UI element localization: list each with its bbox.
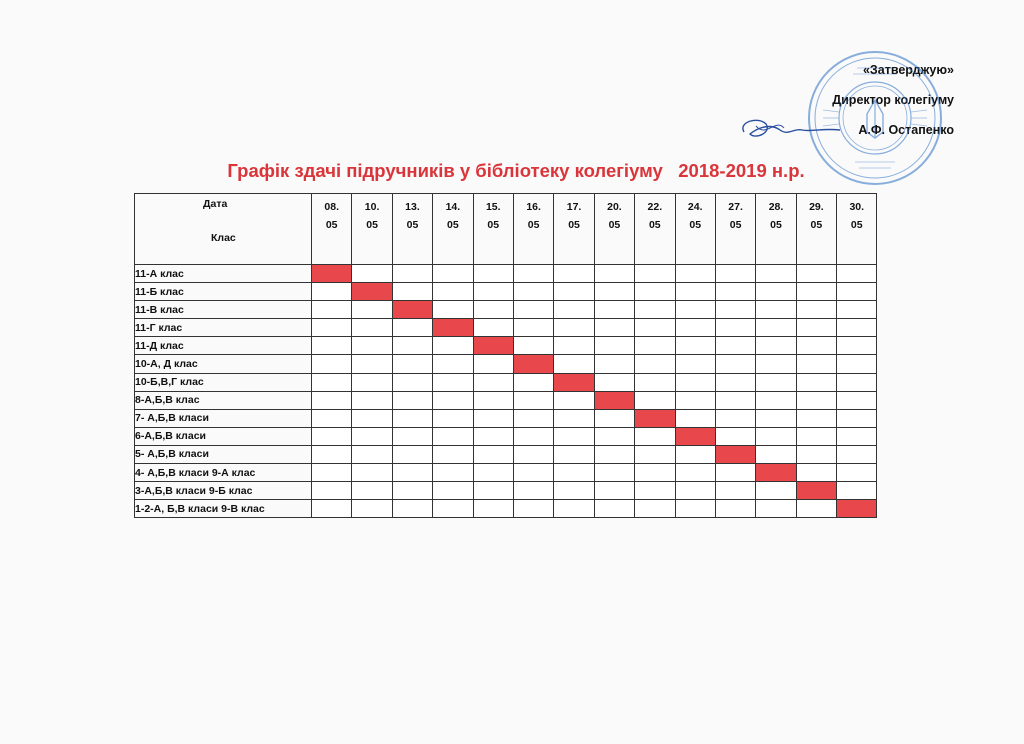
empty-cell xyxy=(837,391,877,409)
date-header xyxy=(715,194,755,265)
class-label: 3-А,Б,В класи 9-Б клас xyxy=(135,482,312,500)
empty-cell xyxy=(433,500,473,518)
empty-cell xyxy=(837,482,877,500)
empty-cell xyxy=(352,355,392,373)
date-header xyxy=(837,194,877,265)
empty-cell xyxy=(392,391,432,409)
date-header xyxy=(796,194,836,265)
empty-cell xyxy=(392,500,432,518)
empty-cell xyxy=(594,283,634,301)
empty-cell xyxy=(392,265,432,283)
table-header-row xyxy=(135,194,877,265)
empty-cell xyxy=(352,319,392,337)
empty-cell xyxy=(675,319,715,337)
empty-cell xyxy=(312,464,352,482)
empty-cell xyxy=(473,265,513,283)
empty-cell xyxy=(635,265,675,283)
empty-cell xyxy=(433,373,473,391)
empty-cell xyxy=(554,409,594,427)
class-label: 6-А,Б,В класи xyxy=(135,427,312,445)
table-row xyxy=(135,500,877,518)
empty-cell xyxy=(594,319,634,337)
date-header-label: 16. 05 xyxy=(526,201,541,231)
date-header-label: 30. 05 xyxy=(849,201,865,231)
empty-cell xyxy=(756,283,796,301)
empty-cell xyxy=(433,409,473,427)
corner-class-label: Клас xyxy=(211,232,236,244)
empty-cell xyxy=(594,464,634,482)
document-title: Графік здачі підручників у бібліотеку колегіуму 2018-2019 н.р. xyxy=(227,160,805,181)
scheduled-cell xyxy=(554,373,594,391)
empty-cell xyxy=(594,427,634,445)
empty-cell xyxy=(352,373,392,391)
empty-cell xyxy=(352,482,392,500)
empty-cell xyxy=(594,445,634,463)
empty-cell xyxy=(837,427,877,445)
corner-date-label: Дата xyxy=(203,198,228,210)
empty-cell xyxy=(675,337,715,355)
empty-cell xyxy=(433,464,473,482)
empty-cell xyxy=(796,427,836,445)
empty-cell xyxy=(715,337,755,355)
empty-cell xyxy=(715,283,755,301)
scheduled-cell xyxy=(473,337,513,355)
empty-cell xyxy=(312,319,352,337)
empty-cell xyxy=(554,337,594,355)
empty-cell xyxy=(392,445,432,463)
date-header-label: 17. 05 xyxy=(566,201,582,231)
empty-cell xyxy=(513,319,553,337)
empty-cell xyxy=(554,464,594,482)
empty-cell xyxy=(473,500,513,518)
date-header-label: 13. 05 xyxy=(405,201,420,231)
empty-cell xyxy=(796,301,836,319)
table-row xyxy=(135,319,877,337)
class-label: 10-А, Д клас xyxy=(135,355,312,373)
empty-cell xyxy=(433,391,473,409)
empty-cell xyxy=(635,283,675,301)
scheduled-cell xyxy=(312,265,352,283)
empty-cell xyxy=(433,265,473,283)
empty-cell xyxy=(837,265,877,283)
table-row xyxy=(135,391,877,409)
empty-cell xyxy=(433,445,473,463)
class-label: 11-Г клас xyxy=(135,319,312,337)
empty-cell xyxy=(635,301,675,319)
date-header-label: 20. 05 xyxy=(607,201,622,231)
empty-cell xyxy=(635,337,675,355)
date-header xyxy=(635,194,675,265)
empty-cell xyxy=(352,445,392,463)
empty-cell xyxy=(837,319,877,337)
empty-cell xyxy=(594,337,634,355)
date-header-label: 10. 05 xyxy=(364,201,380,231)
table-row xyxy=(135,355,877,373)
scheduled-cell xyxy=(433,319,473,337)
class-label: 5- А,Б,В класи xyxy=(135,445,312,463)
empty-cell xyxy=(756,409,796,427)
scheduled-cell xyxy=(837,500,877,518)
empty-cell xyxy=(756,301,796,319)
empty-cell xyxy=(635,482,675,500)
empty-cell xyxy=(473,391,513,409)
empty-cell xyxy=(796,445,836,463)
class-label: 1-2-А, Б,В класи 9-В клас xyxy=(135,500,312,518)
empty-cell xyxy=(473,355,513,373)
empty-cell xyxy=(635,427,675,445)
empty-cell xyxy=(675,265,715,283)
empty-cell xyxy=(837,337,877,355)
date-header xyxy=(392,194,432,265)
empty-cell xyxy=(473,464,513,482)
empty-cell xyxy=(675,391,715,409)
date-header xyxy=(756,194,796,265)
empty-cell xyxy=(635,355,675,373)
empty-cell xyxy=(312,427,352,445)
empty-cell xyxy=(635,319,675,337)
empty-cell xyxy=(312,409,352,427)
empty-cell xyxy=(837,355,877,373)
empty-cell xyxy=(513,301,553,319)
scheduled-cell xyxy=(594,391,634,409)
scheduled-cell xyxy=(796,482,836,500)
empty-cell xyxy=(756,265,796,283)
empty-cell xyxy=(675,373,715,391)
date-header xyxy=(312,194,352,265)
table-row xyxy=(135,409,877,427)
date-header-label: 24. 05 xyxy=(687,201,703,231)
empty-cell xyxy=(392,319,432,337)
empty-cell xyxy=(756,319,796,337)
empty-cell xyxy=(352,337,392,355)
date-header-label: 14. 05 xyxy=(445,201,461,231)
empty-cell xyxy=(513,283,553,301)
approval-line-approve: «Затверджую» xyxy=(862,63,954,77)
empty-cell xyxy=(392,482,432,500)
empty-cell xyxy=(796,464,836,482)
empty-cell xyxy=(715,301,755,319)
empty-cell xyxy=(715,319,755,337)
empty-cell xyxy=(352,427,392,445)
empty-cell xyxy=(473,482,513,500)
empty-cell xyxy=(554,427,594,445)
date-header xyxy=(594,194,634,265)
empty-cell xyxy=(312,301,352,319)
empty-cell xyxy=(796,391,836,409)
class-label: 11-Б клас xyxy=(135,283,312,301)
table-row xyxy=(135,427,877,445)
empty-cell xyxy=(715,373,755,391)
empty-cell xyxy=(594,482,634,500)
empty-cell xyxy=(513,391,553,409)
scheduled-cell xyxy=(392,301,432,319)
date-header-label: 22. 05 xyxy=(647,201,663,231)
table-row xyxy=(135,445,877,463)
scheduled-cell xyxy=(675,427,715,445)
empty-cell xyxy=(837,445,877,463)
empty-cell xyxy=(473,409,513,427)
empty-cell xyxy=(756,337,796,355)
table-body xyxy=(135,265,877,518)
empty-cell xyxy=(796,319,836,337)
empty-cell xyxy=(715,500,755,518)
date-header-label: 08. 05 xyxy=(324,201,339,231)
empty-cell xyxy=(675,409,715,427)
empty-cell xyxy=(635,464,675,482)
empty-cell xyxy=(796,337,836,355)
empty-cell xyxy=(392,409,432,427)
scheduled-cell xyxy=(635,409,675,427)
empty-cell xyxy=(837,283,877,301)
empty-cell xyxy=(756,445,796,463)
empty-cell xyxy=(433,427,473,445)
empty-cell xyxy=(635,500,675,518)
empty-cell xyxy=(473,283,513,301)
empty-cell xyxy=(675,445,715,463)
empty-cell xyxy=(392,355,432,373)
empty-cell xyxy=(675,355,715,373)
empty-cell xyxy=(796,355,836,373)
empty-cell xyxy=(433,337,473,355)
empty-cell xyxy=(433,482,473,500)
empty-cell xyxy=(594,265,634,283)
empty-cell xyxy=(796,500,836,518)
empty-cell xyxy=(392,427,432,445)
empty-cell xyxy=(675,500,715,518)
empty-cell xyxy=(554,301,594,319)
scheduled-cell xyxy=(756,464,796,482)
empty-cell xyxy=(554,482,594,500)
empty-cell xyxy=(312,355,352,373)
signature-icon xyxy=(736,108,846,148)
empty-cell xyxy=(756,355,796,373)
empty-cell xyxy=(554,319,594,337)
date-header-label: 29. 05 xyxy=(809,201,824,231)
empty-cell xyxy=(513,464,553,482)
empty-cell xyxy=(594,373,634,391)
scheduled-cell xyxy=(352,283,392,301)
empty-cell xyxy=(837,301,877,319)
empty-cell xyxy=(352,500,392,518)
corner-header xyxy=(135,194,312,265)
empty-cell xyxy=(554,265,594,283)
empty-cell xyxy=(635,391,675,409)
empty-cell xyxy=(715,464,755,482)
empty-cell xyxy=(635,373,675,391)
table-row xyxy=(135,301,877,319)
empty-cell xyxy=(756,391,796,409)
approval-line-name: А.Ф. Остапенко xyxy=(858,123,954,137)
empty-cell xyxy=(554,445,594,463)
date-header xyxy=(473,194,513,265)
empty-cell xyxy=(756,373,796,391)
empty-cell xyxy=(312,445,352,463)
empty-cell xyxy=(352,409,392,427)
empty-cell xyxy=(312,283,352,301)
class-label: 11-В клас xyxy=(135,301,312,319)
empty-cell xyxy=(433,355,473,373)
empty-cell xyxy=(554,391,594,409)
date-header xyxy=(352,194,392,265)
empty-cell xyxy=(594,301,634,319)
empty-cell xyxy=(796,283,836,301)
empty-cell xyxy=(513,445,553,463)
empty-cell xyxy=(513,265,553,283)
empty-cell xyxy=(392,337,432,355)
date-header-label: 15. 05 xyxy=(485,201,501,231)
empty-cell xyxy=(513,427,553,445)
empty-cell xyxy=(554,283,594,301)
date-header xyxy=(433,194,473,265)
empty-cell xyxy=(312,500,352,518)
empty-cell xyxy=(473,301,513,319)
empty-cell xyxy=(675,464,715,482)
empty-cell xyxy=(715,265,755,283)
table-row xyxy=(135,464,877,482)
empty-cell xyxy=(837,373,877,391)
date-header xyxy=(554,194,594,265)
empty-cell xyxy=(837,464,877,482)
empty-cell xyxy=(837,409,877,427)
empty-cell xyxy=(675,482,715,500)
empty-cell xyxy=(473,427,513,445)
empty-cell xyxy=(473,373,513,391)
empty-cell xyxy=(312,391,352,409)
table-row xyxy=(135,337,877,355)
empty-cell xyxy=(796,373,836,391)
class-label: 11-Д клас xyxy=(135,337,312,355)
empty-cell xyxy=(715,391,755,409)
empty-cell xyxy=(473,445,513,463)
empty-cell xyxy=(715,409,755,427)
table-row xyxy=(135,482,877,500)
class-label: 11-А клас xyxy=(135,265,312,283)
empty-cell xyxy=(513,337,553,355)
empty-cell xyxy=(392,283,432,301)
empty-cell xyxy=(513,373,553,391)
empty-cell xyxy=(715,355,755,373)
table-row xyxy=(135,265,877,283)
empty-cell xyxy=(513,409,553,427)
empty-cell xyxy=(796,265,836,283)
empty-cell xyxy=(312,373,352,391)
approval-line-position: Директор колегіуму xyxy=(832,93,954,107)
empty-cell xyxy=(796,409,836,427)
date-header-label: 28. 05 xyxy=(768,201,784,231)
empty-cell xyxy=(594,500,634,518)
empty-cell xyxy=(433,301,473,319)
class-label: 7- А,Б,В класи xyxy=(135,409,312,427)
empty-cell xyxy=(433,283,473,301)
scheduled-cell xyxy=(513,355,553,373)
class-label: 10-Б,В,Г клас xyxy=(135,373,312,391)
table-row xyxy=(135,373,877,391)
empty-cell xyxy=(554,355,594,373)
empty-cell xyxy=(312,482,352,500)
empty-cell xyxy=(675,301,715,319)
date-header xyxy=(513,194,553,265)
empty-cell xyxy=(756,427,796,445)
empty-cell xyxy=(352,464,392,482)
empty-cell xyxy=(554,500,594,518)
table-row xyxy=(135,283,877,301)
empty-cell xyxy=(513,482,553,500)
empty-cell xyxy=(352,265,392,283)
empty-cell xyxy=(392,373,432,391)
empty-cell xyxy=(675,283,715,301)
empty-cell xyxy=(352,391,392,409)
date-header xyxy=(675,194,715,265)
empty-cell xyxy=(756,482,796,500)
class-label: 4- А,Б,В класи 9-А клас xyxy=(135,464,312,482)
empty-cell xyxy=(473,319,513,337)
empty-cell xyxy=(513,500,553,518)
date-header-label: 27. 05 xyxy=(728,201,743,231)
empty-cell xyxy=(594,409,634,427)
empty-cell xyxy=(594,355,634,373)
schedule-table xyxy=(134,193,877,518)
empty-cell xyxy=(352,301,392,319)
empty-cell xyxy=(312,337,352,355)
empty-cell xyxy=(392,464,432,482)
empty-cell xyxy=(715,482,755,500)
empty-cell xyxy=(715,427,755,445)
empty-cell xyxy=(635,445,675,463)
class-label: 8-А,Б,В клас xyxy=(135,391,312,409)
scheduled-cell xyxy=(715,445,755,463)
empty-cell xyxy=(756,500,796,518)
